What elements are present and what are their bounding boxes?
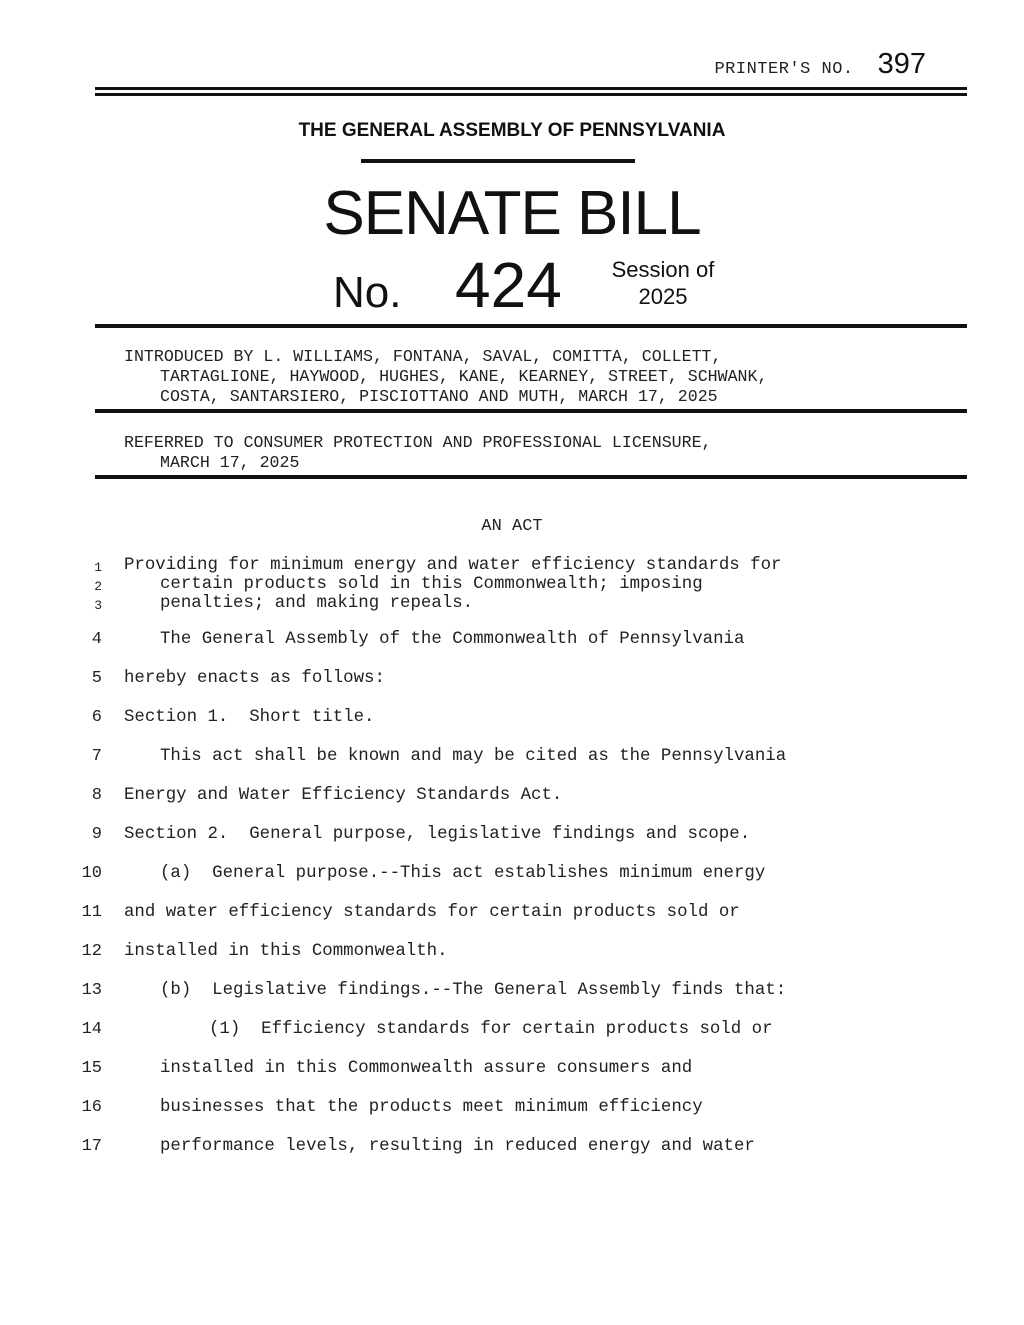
line-number: 10 — [81, 864, 102, 883]
line-number: 8 — [91, 786, 102, 805]
line-text: certain products sold in this Commonwealth; imposing — [160, 575, 703, 594]
line-number: 15 — [81, 1059, 102, 1078]
top-rule-1 — [95, 87, 967, 90]
line-text: installed in this Commonwealth. — [124, 942, 448, 961]
line-number: 5 — [91, 669, 102, 688]
line-text: This act shall be known and may be cited as the Pennsylvania — [160, 747, 787, 766]
bill-type: SENATE BILL — [323, 179, 701, 248]
line-number: 12 — [81, 942, 102, 961]
line-text: businesses that the products meet minimum efficiency — [160, 1098, 703, 1117]
referred-line-2: MARCH 17, 2025 — [160, 453, 300, 472]
referred-line-1: REFERRED TO CONSUMER PROTECTION AND PROFESSIONAL LICENSURE, — [124, 433, 712, 452]
line-number: 14 — [81, 1020, 102, 1039]
line-text: (1) Efficiency standards for certain products sold or — [209, 1020, 773, 1039]
line-text: (a) General purpose.--This act establishes minimum energy — [160, 864, 766, 883]
line-text: installed in this Commonwealth assure consumers and — [160, 1059, 693, 1078]
bill-number-label: No. — [333, 268, 402, 317]
line-number: 9 — [91, 825, 102, 844]
printers-number-label: PRINTER'S NO. — [714, 60, 854, 79]
title-underline — [361, 159, 635, 163]
session-label: Session of — [611, 257, 715, 282]
introduced-rule — [95, 409, 967, 413]
line-number: 6 — [91, 708, 102, 727]
line-number: 17 — [81, 1137, 102, 1156]
line-text: and water efficiency standards for certain products sold or — [124, 903, 740, 922]
introduced-line-1: INTRODUCED BY L. WILLIAMS, FONTANA, SAVAL, COMITTA, COLLETT, — [124, 347, 722, 366]
line-number: 13 — [81, 981, 102, 1000]
line-text: performance levels, resulting in reduced energy and water — [160, 1137, 755, 1156]
introduced-line-3: COSTA, SANTARSIERO, PISCIOTTANO AND MUTH, MARCH 17, 2025 — [160, 387, 718, 406]
introduced-line-2: TARTAGLIONE, HAYWOOD, HUGHES, KANE, KEARNEY, STREET, SCHWANK, — [160, 367, 768, 386]
line-text: (b) Legislative findings.--The General Assembly finds that: — [160, 981, 787, 1000]
line-number: 2 — [94, 579, 102, 594]
printers-number — [714, 48, 926, 81]
line-text: penalties; and making repeals. — [160, 594, 474, 613]
line-number: 11 — [81, 903, 102, 922]
assembly-title: THE GENERAL ASSEMBLY OF PENNSYLVANIA — [298, 120, 726, 141]
act-title: AN ACT — [481, 517, 543, 536]
line-number: 16 — [81, 1098, 102, 1117]
line-number: 3 — [94, 598, 102, 613]
session-info — [598, 256, 728, 310]
session-year: 2025 — [638, 284, 688, 309]
line-text: The General Assembly of the Commonwealth of Pennsylvania — [160, 630, 745, 649]
line-text: Section 1. Short title. — [124, 708, 375, 727]
line-text: hereby enacts as follows: — [124, 669, 385, 688]
line-number: 1 — [94, 560, 102, 575]
bill-number: 424 — [455, 249, 562, 321]
line-number: 4 — [91, 630, 102, 649]
line-number: 7 — [91, 747, 102, 766]
line-text: Section 2. General purpose, legislative findings and scope. — [124, 825, 751, 844]
header-rule — [95, 324, 967, 328]
printers-number-value: 397 — [877, 48, 926, 80]
line-text: Providing for minimum energy and water efficiency standards for — [124, 556, 782, 575]
top-rule-2 — [95, 93, 967, 96]
referred-rule — [95, 475, 967, 479]
line-text: Energy and Water Efficiency Standards Act. — [124, 786, 563, 805]
